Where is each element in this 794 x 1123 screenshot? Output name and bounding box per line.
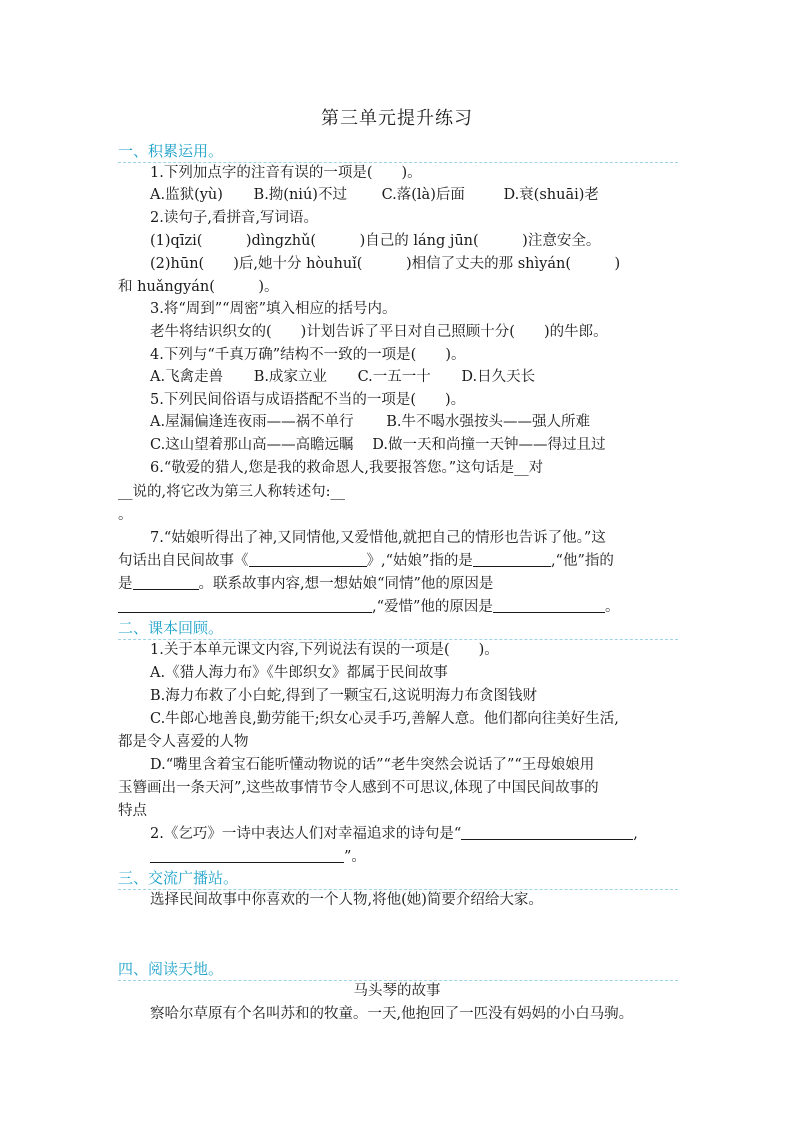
option-b: B.拗(niú)不过 <box>253 187 347 203</box>
question-1-1-options <box>150 184 599 206</box>
question-1-2: 2.读句子,看拼音,写词语。 <box>150 210 319 226</box>
option-a: A.监狱(yù) <box>150 187 223 203</box>
question-1-1: 1.下列加点字的注音有误的一项是( )。 <box>150 165 422 181</box>
option-d-line-2: 玉簪画出一条天河”,这些故事情节令人感到不可思议,体现了中国民间故事的 <box>118 780 599 796</box>
section-heading-4: 四、阅读天地。 <box>118 960 224 978</box>
question-1-6-line-1: 6.“敬爱的猎人,您是我的救命恩人,我要报答您。”这句话是__对 <box>150 460 544 476</box>
section-heading-1: 一、积累运用。 <box>118 142 224 160</box>
option-c-line-1: C.牛郎心地善良,勤劳能干;织女心灵手巧,善解人意。他们都向往美好生活, <box>150 711 619 727</box>
answer-blank[interactable] <box>493 598 605 613</box>
option-b: B.海力布救了小白蛇,得到了一颗宝石,这说明海力布贪图钱财 <box>150 688 537 704</box>
section-heading-2: 二、课本回顾。 <box>118 619 224 637</box>
story-title: 马头琴的故事 <box>353 983 441 999</box>
answer-blank[interactable] <box>473 552 551 567</box>
question-2-1: 1.关于本单元课文内容,下列说法有误的一项是( )。 <box>150 642 499 658</box>
option-d: D.做一天和尚撞一天钟——得过且过 <box>372 437 606 453</box>
option-d-line-3: 特点 <box>118 803 147 819</box>
answer-blank[interactable] <box>118 598 372 613</box>
question-1-7-line-3: 是 。联系故事内容,想一想姑娘“同情”他的原因是 <box>118 576 494 592</box>
option-d-line-1: D.“嘴里含着宝石能听懂动物说的话”“老牛突然会说话了”“王母娘娘用 <box>150 757 595 773</box>
question-1-3-line-1: 老牛将结识织女的( )计划告诉了平日对自己照顾十分( )的牛郎。 <box>150 324 608 340</box>
option-d: D.日久天长 <box>461 369 536 385</box>
question-3-prompt: 选择民间故事中你喜欢的一个人物,将他(她)简要介绍给大家。 <box>150 892 543 908</box>
answer-blank[interactable] <box>461 825 633 840</box>
question-1-6-line-3: 。 <box>118 507 133 523</box>
option-a: A.飞禽走兽 <box>150 369 224 385</box>
question-1-2-line-1: (1)qīzi( )dìngzhǔ( )自己的 láng jūn( )注意安全。 <box>150 233 601 249</box>
option-a: A.《猎人海力布》《牛郎织女》都属于民间故事 <box>150 665 448 681</box>
option-b: B.牛不喝水强按头——强人所难 <box>386 414 590 430</box>
question-1-6-line-2: __说的,将它改为第三人称转述句:__ <box>118 484 345 500</box>
answer-blank[interactable] <box>150 848 344 863</box>
question-1-5: 5.下列民间俗语与成语搭配不当的一项是( )。 <box>150 392 466 408</box>
question-1-3: 3.将“周到”“周密”填入相应的括号内。 <box>150 301 397 317</box>
question-1-4-options <box>150 366 535 388</box>
question-1-2-line-3: 和 huǎngyán( )。 <box>118 279 279 295</box>
question-1-5-options-cd <box>150 434 606 456</box>
page-title: 第三单元提升练习 <box>321 108 473 129</box>
answer-blank[interactable] <box>249 552 367 567</box>
answer-blank[interactable] <box>133 575 199 590</box>
option-b: B.成家立业 <box>253 369 327 385</box>
question-1-7-line-1: 7.“姑娘听得出了神,又同情他,又爱惜他,就把自己的情形也告诉了他。”这 <box>150 530 606 546</box>
question-2-2-line-2: ”。 <box>150 846 366 868</box>
option-c: C.落(là)后面 <box>381 187 465 203</box>
question-1-5-options-ab <box>150 411 590 433</box>
option-d: D.衰(shuāi)老 <box>503 187 599 203</box>
question-1-2-line-2: (2)hūn( )后,她十分 hòuhuǐ( )相信了丈夫的那 shìyán( ) <box>150 256 621 272</box>
question-2-2-line-1: 2.《乞巧》一诗中表达人们对幸福追求的诗句是“ , <box>150 826 638 842</box>
section-heading-3: 三、交流广播站。 <box>118 869 239 887</box>
question-1-4: 4.下列与“千真万确”结构不一致的一项是( )。 <box>150 347 466 363</box>
story-paragraph-1: 察哈尔草原有个名叫苏和的牧童。一天,他抱回了一匹没有妈妈的小白马驹。 <box>150 1006 634 1022</box>
question-1-7-line-4: ,“爱惜”他的原因是 。 <box>118 596 619 618</box>
option-c: C.一五一十 <box>357 369 431 385</box>
option-c: C.这山望着那山高——高瞻远瞩 <box>150 437 354 453</box>
question-1-7-line-2: 句话出自民间故事《 》,“姑娘”指的是 ,“他”指的 <box>118 553 614 569</box>
option-a: A.屋漏偏逢连夜雨——祸不单行 <box>150 414 354 430</box>
option-c-line-2: 都是令人喜爱的人物 <box>118 734 249 750</box>
